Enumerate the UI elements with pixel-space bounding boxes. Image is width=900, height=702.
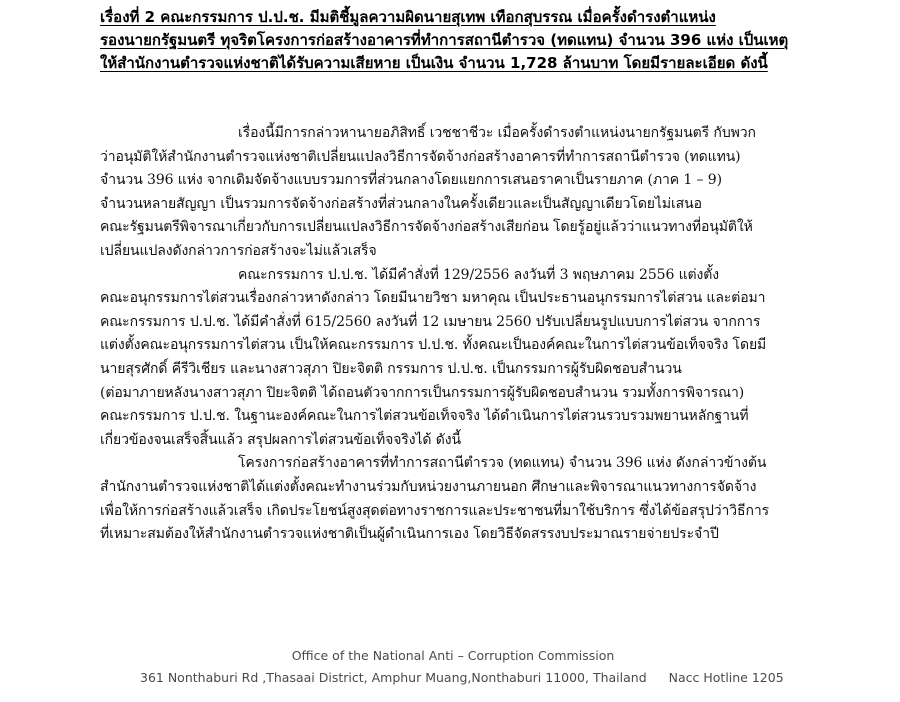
- paragraph-line: โครงการก่อสร้างอาคารที่ทำการสถานีตำรวจ (ทดแทน) จำนวน 396 แห่ง ดังกล่าวข้างต้น: [238, 455, 767, 472]
- paragraph-line: เปลี่ยนแปลงดังกล่าวการก่อสร้างจะไม่แล้วเสร็จ: [100, 242, 377, 259]
- paragraph-line: ว่าอนุมัติให้สำนักงานตำรวจแห่งชาติเปลี่ยนแปลงวิธีการจัดจ้างก่อสร้างอาคารที่ทำการสถานีตำรวจ (ทดแทน): [100, 148, 741, 165]
- paragraph-line: เกี่ยวข้องจนเสร็จสิ้นแล้ว สรุปผลการไต่สวนข้อเท็จจริงได้ ดังนี้: [100, 431, 461, 448]
- paragraph-line: นายสุรศักดิ์ คีรีวิเชียร และนางสาวสุภา ปิยะจิตติ กรรมการ ป.ป.ช. เป็นกรรมการผู้รับผิดชอบสำนวน: [100, 360, 682, 377]
- paragraph-line: คณะกรรมการ ป.ป.ช. ในฐานะองค์คณะในการไต่สวนข้อเท็จจริง ได้ดำเนินการไต่สวนรวบรวมพยานหลักฐานที่: [100, 408, 749, 425]
- paragraph-line: เพื่อให้การก่อสร้างแล้วเสร็จ เกิดประโยชน์สูงสุดต่อทางราชการและประชาชนที่มาใช้บริการ ซึ่งได้ข้อสรุปว่าวิธีการ: [100, 502, 770, 519]
- paragraph-line: (ต่อมาภายหลังนางสาวสุภา ปิยะจิตติ ได้ถอนตัวจากการเป็นกรรมการผู้รับผิดชอบสำนวน รวมทั้งการพิจารณา): [100, 384, 745, 401]
- paragraph-line: สำนักงานตำรวจแห่งชาติได้แต่งตั้งคณะทำงานร่วมกับหน่วยงานภายนอก ศึกษาและพิจารณาแนวทางการจัดจ้าง: [100, 478, 757, 495]
- paragraph-line: จำนวน 396 แห่ง จากเดิมจัดจ้างแบบรวมการที่ส่วนกลางโดยแยกการเสนอราคาเป็นรายภาค (ภาค 1 – 9): [100, 172, 722, 189]
- paragraph-line: คณะกรรมการ ป.ป.ช. ได้มีคำสั่งที่ 615/2560 ลงวันที่ 12 เมษายน 2560 ปรับเปลี่ยนรูปแบบการไต่สวน จากการ: [100, 313, 761, 330]
- paragraph-line: จำนวนหลายสัญญา เป็นรวมการจัดจ้างก่อสร้างที่ส่วนกลางในครั้งเดียวและเป็นสัญญาเดียวโดยไม่เสนอ: [100, 195, 702, 212]
- footer-office-name: Office of the National Anti – Corruption Commission: [291, 648, 615, 663]
- paragraph-line: เรื่องนี้มีการกล่าวหานายอภิสิทธิ์ เวชชาชีวะ เมื่อครั้งดำรงตำแหน่งนายกรัฐมนตรี กับพวก: [238, 125, 756, 141]
- document-heading: [100, 6, 800, 75]
- paragraph-line: ที่เหมาะสมต้องให้สำนักงานตำรวจแห่งชาติเป็นผู้ดำเนินการเอง โดยวิธีจัดสรรงบประมาณรายจ่ายประจำปี: [100, 526, 719, 543]
- heading-line: เรื่องที่ 2 คณะกรรมการ ป.ป.ช. มีมติชี้มูลความผิดนายสุเทพ เทือกสุบรรณ เมื่อครั้งดำรงตำแหน่ง: [100, 8, 716, 26]
- paragraph-line: แต่งตั้งคณะอนุกรรมการไต่สวน เป็นให้คณะกรรมการ ป.ป.ช. ทั้งคณะเป็นองค์คณะในการไต่สวนข้อเท็จจริง โดยมี: [100, 337, 767, 354]
- heading-line: ให้สำนักงานตำรวจแห่งชาติได้รับความเสียหาย เป็นเงิน จำนวน 1,728 ล้านบาท โดยมีรายละเอียด ดังนี้: [100, 54, 768, 72]
- document-body: [100, 122, 805, 547]
- paragraph-line: คณะกรรมการ ป.ป.ช. ได้มีคำสั่งที่ 129/2556 ลงวันที่ 3 พฤษภาคม 2556 แต่งตั้ง: [238, 266, 719, 283]
- footer-hotline: Nacc Hotline 1205: [668, 670, 784, 685]
- heading-line: รองนายกรัฐมนตรี ทุจริตโครงการก่อสร้างอาคารที่ทำการสถานีตำรวจ (ทดแทน) จำนวน 396 แห่ง เป็นเหตุ: [100, 31, 789, 49]
- paragraph-line: คณะรัฐมนตรีพิจารณาเกี่ยวกับการเปลี่ยนแปลงวิธีการจัดจ้างก่อสร้างเสียก่อน โดยรู้อยู่แล้วว่าแนวทางที่อนุมัติให้: [100, 219, 753, 236]
- footer-contact: [140, 670, 840, 685]
- footer-address: 361 Nonthaburi Rd ,Thasaai District, Amphur Muang,Nonthaburi 11000, Thailand: [140, 670, 647, 685]
- paragraph-line: คณะอนุกรรมการไต่สวนเรื่องกล่าวหาดังกล่าว โดยมีนายวิชา มหาคุณ เป็นประธานอนุกรรมการไต่สวน และต่อมา: [100, 290, 766, 307]
